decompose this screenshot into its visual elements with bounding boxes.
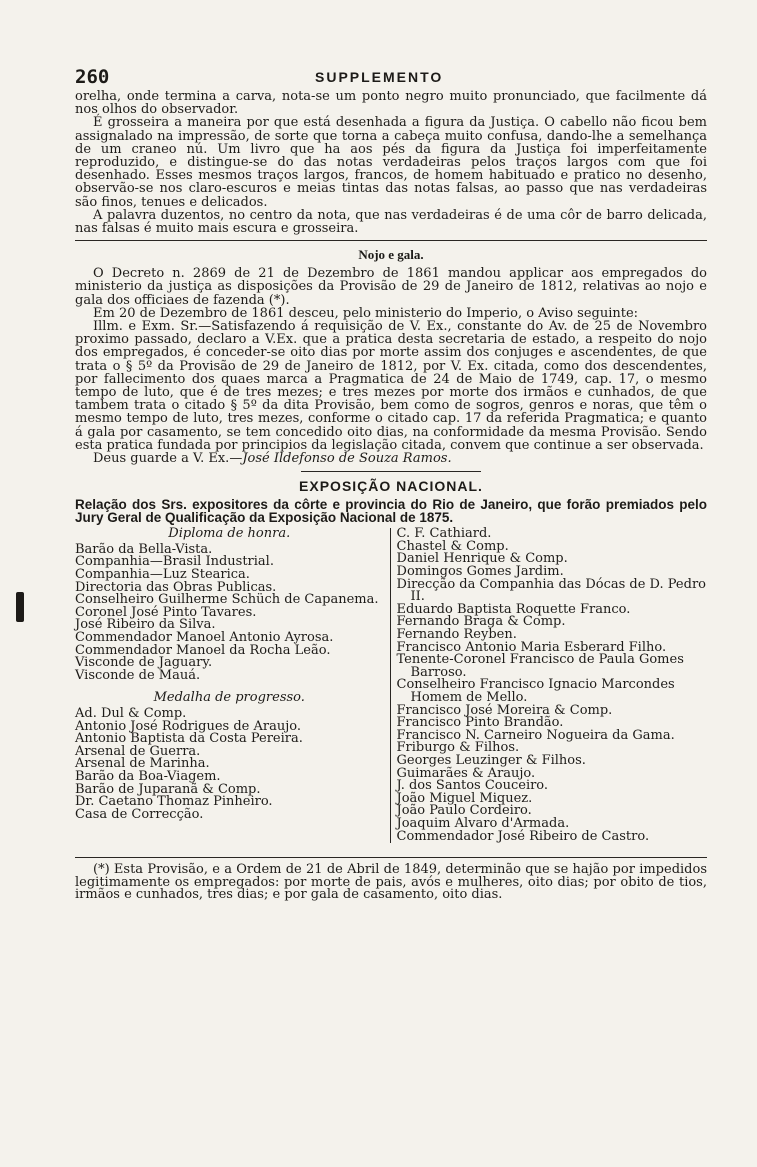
right-column <box>390 528 707 843</box>
duzentos-paragraph: A palavra duzentos, no centro da nota, que nas verdadeiras é de uma côr de barro delicada, nas falsas é muito mais escura e grosseira. <box>75 207 707 237</box>
footnote-text: (*) Esta Provisão, e a Ordem de 21 de Abril de 1849, determinão que se hajão por impedidos legitimamente os empregados: por morte de pais, avós e mulheres, oito dias; por obito de tios, irmãos e cunhados, tres dias; e por gala de casamento, oito dias. <box>75 862 707 903</box>
diploma-heading: Diploma de honra. <box>168 526 291 542</box>
list-item: Fernando Braga & Comp. <box>396 614 566 630</box>
list-item: Conselheiro Francisco Ignacio Marcondes Homem de Mello. <box>396 677 675 705</box>
list-item: Chastel & Comp. <box>396 538 509 554</box>
list-item: Coronel José Pinto Tavares. <box>75 604 257 620</box>
list-item: Francisco José Moreira & Comp. <box>396 702 613 718</box>
list-item: Antonio José Rodrigues de Araujo. <box>75 718 301 734</box>
list-item: Barão da Bella-Vista. <box>75 541 213 557</box>
section-divider <box>75 240 707 241</box>
list-item: Arsenal de Guerra. <box>75 743 201 759</box>
page-number: 260 <box>75 66 110 88</box>
list-item: Casa de Correcção. <box>75 806 204 822</box>
nojo-paragraph-aviso: Em 20 de Dezembro de 1861 desceu, pelo ministerio do Imperio, o Aviso seguinte: <box>93 305 639 321</box>
list-item: Friburgo & Filhos. <box>396 740 520 756</box>
nojo-paragraph-decree: O Decreto n. 2869 de 21 de Dezembro de 1861 mandou applicar aos empregados do ministerio da justiça as disposições da Provisão de 29 de Janeiro de 1812, relativas ao nojo e gala dos officiaes de fazenda (*). <box>75 266 707 308</box>
list-item: Commendador Manoel Antonio Ayrosa. <box>75 630 334 646</box>
list-item: Domingos Gomes Jardim. <box>396 564 564 580</box>
list-item: Barão da Boa-Viagem. <box>75 768 221 784</box>
list-item: Georges Leuzinger & Filhos. <box>396 752 586 768</box>
footnote <box>75 864 707 902</box>
diploma-list <box>75 541 384 683</box>
short-divider <box>301 471 481 472</box>
list-item: Tenente-Coronel Francisco de Paula Gomes Barroso. <box>396 652 684 680</box>
opening-paragraph: orelha, onde termina a carva, nota-se um ponto negro muito pronunciado, que facilmente dá nos olhos do observador. <box>75 89 707 118</box>
signature-name: José Ildefonso de Souza Ramos. <box>242 451 452 467</box>
margin-ink-mark <box>16 592 24 622</box>
list-item: Commendador Manoel da Rocha Leão. <box>75 642 331 658</box>
list-item: Joaquim Alvaro d'Armada. <box>396 815 570 831</box>
list-item: C. F. Cathiard. <box>396 526 492 542</box>
relacao-heading: Relação dos Srs. expositores da côrte e provincia do Rio de Janeiro, que forão premiados pelo Jury Geral de Qualificação da Exposição Nacional de 1875. <box>75 497 707 526</box>
list-item: Conselheiro Guilherme Schüch de Capanema. <box>75 592 379 608</box>
list-item: Francisco N. Carneiro Nogueira da Gama. <box>396 727 675 743</box>
list-item: Francisco Pinto Brandão. <box>396 715 564 731</box>
list-item: Companhia—Brasil Industrial. <box>75 554 274 570</box>
list-item: Companhia—Luz Stearica. <box>75 567 250 583</box>
list-item: J. dos Santos Couceiro. <box>396 778 549 794</box>
list-item: Visconde de Jaguary. <box>75 655 213 671</box>
footnote-divider <box>75 857 707 858</box>
exposicao-title: EXPOSIÇÃO NACIONAL. <box>299 478 483 495</box>
list-item: Francisco Antonio Maria Esberard Filho. <box>396 639 667 655</box>
page-header <box>75 66 707 88</box>
list-item: João Miguel Miquez. <box>396 790 533 806</box>
list-item: Directoria das Obras Publicas. <box>75 579 277 595</box>
nojo-section-title: Nojo e gala. <box>358 247 424 263</box>
list-item: Antonio Baptista da Costa Pereira. <box>75 731 303 747</box>
justice-figure-paragraph: É grosseira a maneira por que está desenhada a figura da Justiça. O cabello não ficou bem assignalado na impressão, de sorte que torna a cabeça muito confusa, dando-lhe a semelhança de um craneo nú. Um livro que ha aos pés da figura da Justiça foi imperfeitamente reproduzido, e distingue-se do das notas verdadeiras pelos traços largos com que foi desenhado. Esses mesmos traços largos, francos, de homem habituado e pratico no desenho, observão-se nos claro-escuros e meias tintas das notas falsas, ao passo que nas verdadeiras são finos, tenues e delicados. <box>75 115 707 210</box>
list-item: Arsenal de Marinha. <box>75 756 210 772</box>
document-page <box>75 66 707 902</box>
list-item: Guimarães & Araujo. <box>396 765 536 781</box>
list-item: Daniel Henrique & Comp. <box>396 551 568 567</box>
nojo-signature <box>75 452 707 465</box>
prize-columns <box>75 528 707 843</box>
list-item: Fernando Reyben. <box>396 627 517 643</box>
list-item: Eduardo Baptista Roquette Franco. <box>396 601 631 617</box>
list-item: Barão de Juparanã & Comp. <box>75 781 261 797</box>
signature-prefix: Deus guarde a V. Ex.— <box>93 451 243 467</box>
nojo-paragraph-letter: Illm. e Exm. Sr.—Satisfazendo á requisição de V. Ex., constante do Av. de 25 de Novembro proximo passado, declaro a V.Ex. que a pratica desta secretaria de estado, a respeito do nojo dos empregados, é conceder-se oito dias por morte assim dos conjuges e ascendentes, de que trata o § 5º da Provisão de 29 de Janeiro de 1812, por V. Ex. citada, como dos descendentes, por fallecimento dos quaes marca a Pragmatica de 24 de Maio de 1749, cap. 17, o mesmo tempo de luto, que é de tres mezes; e tres mezes por morte dos irmãos e cunhados, de que tambem trata o citado § 5º da dita Provisão, bem como de sogros, genros e noras, que têm o mesmo tempo de luto, tres mezes, conforme o citado cap. 17 da referida Pragmatica; e quanto á gala por casamento, se tem concedido oito dias, na conformidade da mesma Provisão. Sendo esta pratica fundada por principios da legislação citada, convem que continue a ser observada. <box>75 319 707 453</box>
list-item: Visconde de Mauá. <box>75 667 201 683</box>
list-item: Dr. Caetano Thomaz Pinheiro. <box>75 794 273 810</box>
list-item: José Ribeiro da Silva. <box>75 617 216 633</box>
list-item: Commendador José Ribeiro de Castro. <box>396 828 650 844</box>
list-item: Ad. Dul & Comp. <box>75 706 187 721</box>
list-item: João Paulo Cordeiro. <box>396 803 532 819</box>
medalha-heading: Medalha de progresso. <box>153 690 305 706</box>
list-item: Direcção da Companhia das Dócas de D. Pedro II. <box>396 576 706 605</box>
running-head: SUPPLEMENTO <box>315 69 444 85</box>
left-column <box>75 528 390 843</box>
medalha-list <box>75 708 384 821</box>
